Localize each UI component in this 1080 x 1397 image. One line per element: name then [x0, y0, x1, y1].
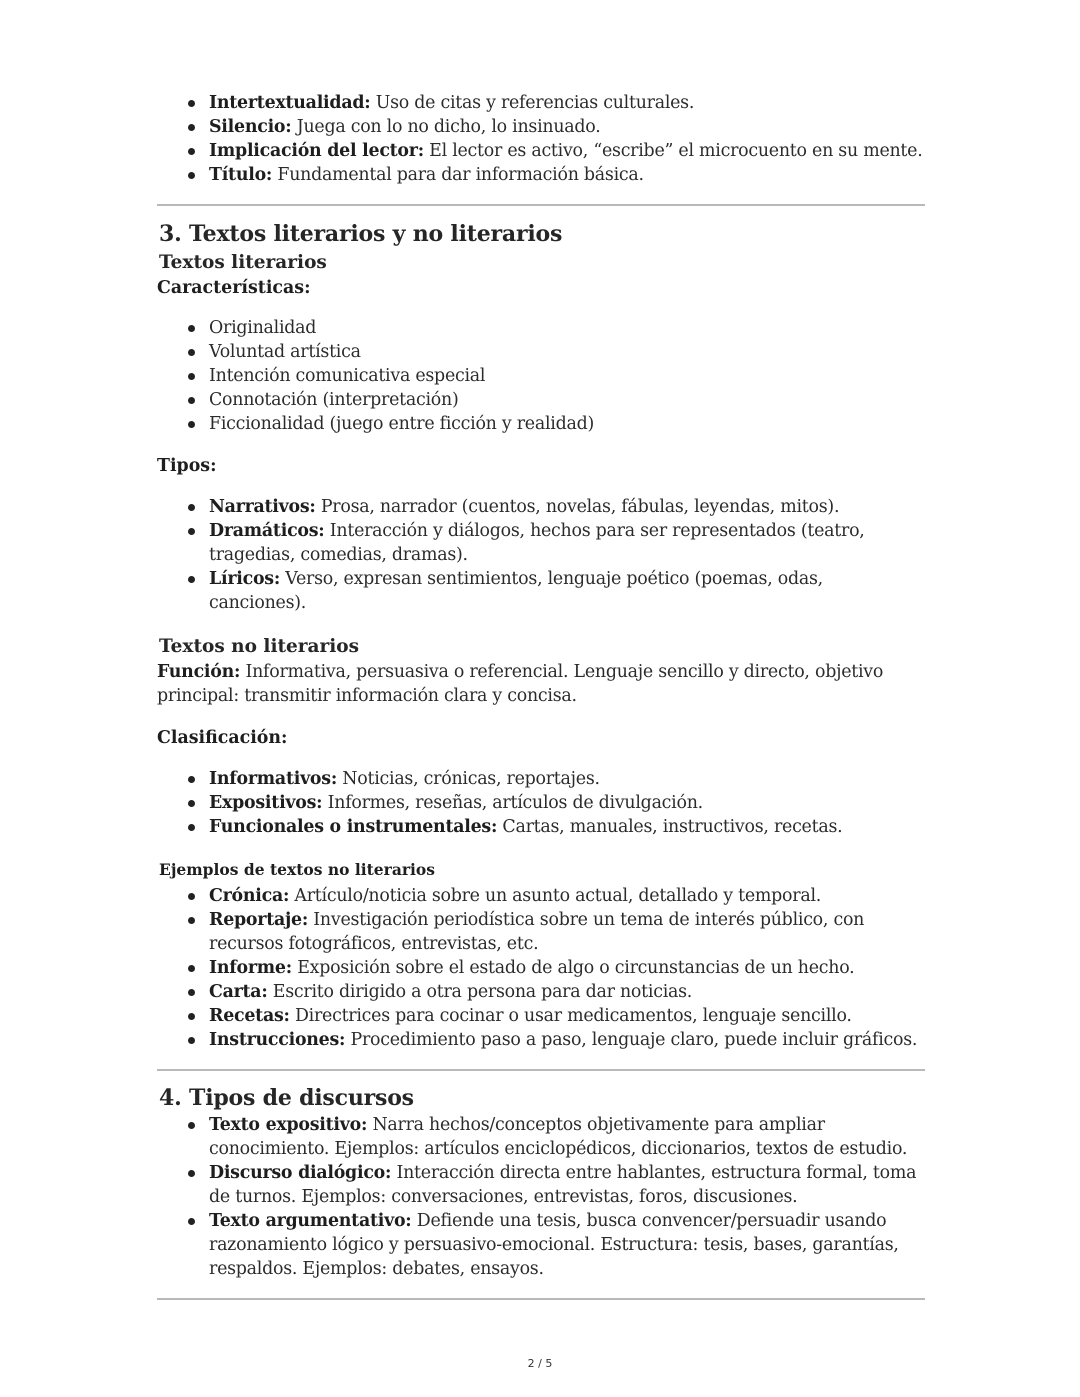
list-item: [209, 495, 925, 519]
list-item: [209, 1209, 925, 1281]
list-item: Voluntad artística: [209, 340, 925, 364]
item-term: Informativos:: [209, 769, 337, 789]
item-term: Implicación del lector:: [209, 141, 424, 161]
item-text: Prosa, narrador (cuentos, novelas, fábulas, leyendas, mitos).: [315, 497, 840, 517]
page-number: 2 / 5: [527, 1357, 553, 1370]
list-item: [209, 956, 925, 980]
function-text: Informativa, persuasiva o referencial. Lenguaje sencillo y directo, objetivo principal: transmitir información clara y concisa.: [157, 662, 884, 706]
item-term: Intertextualidad:: [209, 93, 371, 113]
types-label: Tipos:: [157, 456, 217, 476]
list-item: Connotación (interpretación): [209, 388, 925, 412]
classification-label: Clasificación:: [157, 728, 288, 748]
classification-list: [157, 767, 925, 839]
item-text: Procedimiento paso a paso, lenguaje claro, puede incluir gráficos.: [345, 1030, 918, 1050]
item-term: Dramáticos:: [209, 521, 325, 541]
item-text: Escrito dirigido a otra persona para dar noticias.: [267, 982, 693, 1002]
item-term: Funcionales o instrumentales:: [209, 817, 498, 837]
list-item: [209, 1113, 925, 1161]
list-item: [209, 884, 925, 908]
item-term: Texto expositivo:: [209, 1115, 368, 1135]
item-text: Interacción directa entre hablantes, estructura formal, toma de turnos. Ejemplos: conversaciones, entrevistas, foros, discusiones.: [209, 1163, 917, 1207]
list-item: [209, 815, 925, 839]
item-text: Defiende una tesis, busca convencer/persuadir usando razonamiento lógico y persuasivo-emocional. Estructura: tesis, bases, garantías, respaldos. Ejemplos: debates, ensayos.: [209, 1211, 899, 1279]
item-text: Exposición sobre el estado de algo o circunstancias de un hecho.: [291, 958, 855, 978]
list-item: [209, 1004, 925, 1028]
list-item: [209, 567, 925, 615]
discourse-list: [157, 1113, 925, 1281]
list-item: [209, 139, 925, 163]
item-term: Narrativos:: [209, 497, 316, 517]
list-item: [209, 791, 925, 815]
list-item: [209, 980, 925, 1004]
item-term: Reportaje:: [209, 910, 309, 930]
list-item: Originalidad: [209, 316, 925, 340]
examples-list: [157, 884, 925, 1052]
function-paragraph: [157, 660, 925, 708]
item-text: Verso, expresan sentimientos, lenguaje poético (poemas, odas, canciones).: [209, 569, 823, 613]
list-item: [209, 519, 925, 567]
list-item: Ficcionalidad (juego entre ficción y realidad): [209, 412, 925, 436]
item-text: Narra hechos/conceptos objetivamente para ampliar conocimiento. Ejemplos: artículos enciclopédicos, diccionarios, textos de estudio.: [209, 1115, 908, 1159]
item-term: Recetas:: [209, 1006, 290, 1026]
types-list: [157, 495, 925, 615]
item-text: Cartas, manuales, instructivos, recetas.: [497, 817, 843, 837]
section-divider: [157, 204, 925, 206]
item-text: Noticias, crónicas, reportajes.: [337, 769, 600, 789]
section-divider: [157, 1298, 925, 1300]
item-text: El lector es activo, “escribe” el microcuento en su mente.: [423, 141, 923, 161]
features-list: [157, 316, 925, 436]
item-term: Silencio:: [209, 117, 292, 137]
list-item: [209, 115, 925, 139]
function-label: Función:: [157, 662, 241, 682]
top-feature-list: [157, 91, 925, 187]
section-divider: [157, 1069, 925, 1071]
item-term: Título:: [209, 165, 273, 185]
list-item: [209, 908, 925, 956]
section-3-heading: 3. Textos literarios y no literarios: [159, 221, 563, 247]
features-label: Características:: [157, 278, 311, 298]
item-term: Líricos:: [209, 569, 281, 589]
non-literary-heading: Textos no literarios: [159, 636, 360, 657]
list-item: [209, 91, 925, 115]
list-item: [209, 1028, 925, 1052]
item-text: Fundamental para dar información básica.: [272, 165, 644, 185]
section-4-heading: 4. Tipos de discursos: [159, 1085, 414, 1111]
item-text: Investigación periodística sobre un tema de interés público, con recursos fotográficos, entrevistas, etc.: [209, 910, 865, 954]
item-term: Crónica:: [209, 886, 290, 906]
item-text: Juega con lo no dicho, lo insinuado.: [291, 117, 601, 137]
item-term: Expositivos:: [209, 793, 323, 813]
item-text: Informes, reseñas, artículos de divulgación.: [322, 793, 703, 813]
item-term: Informe:: [209, 958, 292, 978]
page-content: [157, 90, 925, 1300]
item-term: Carta:: [209, 982, 268, 1002]
item-text: Directrices para cocinar o usar medicamentos, lenguaje sencillo.: [289, 1006, 852, 1026]
literary-heading: Textos literarios: [159, 252, 327, 273]
item-term: Discurso dialógico:: [209, 1163, 392, 1183]
item-term: Instrucciones:: [209, 1030, 346, 1050]
list-item: [209, 1161, 925, 1209]
examples-label: Ejemplos de textos no literarios: [159, 860, 435, 879]
item-text: Uso de citas y referencias culturales.: [370, 93, 695, 113]
list-item: [209, 767, 925, 791]
item-term: Texto argumentativo:: [209, 1211, 412, 1231]
list-item: Intención comunicativa especial: [209, 364, 925, 388]
list-item: [209, 163, 925, 187]
item-text: Interacción y diálogos, hechos para ser representados (teatro, tragedias, comedias, dramas).: [209, 521, 865, 565]
item-text: Artículo/noticia sobre un asunto actual, detallado y temporal.: [289, 886, 822, 906]
